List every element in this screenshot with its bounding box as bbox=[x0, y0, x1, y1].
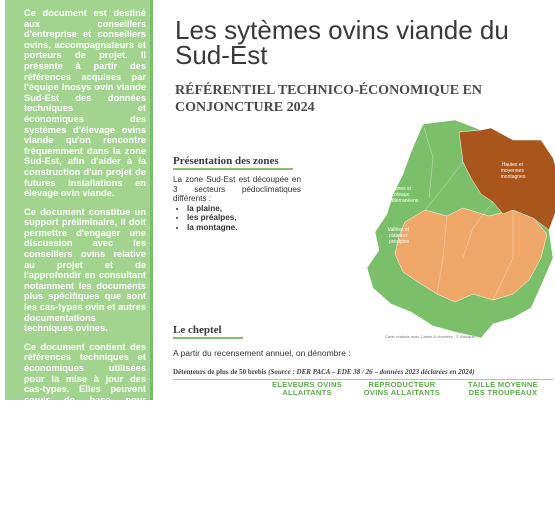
column-head-line: REPRODUCTEUR bbox=[368, 380, 436, 389]
zones-list bbox=[173, 204, 301, 233]
main-content bbox=[153, 0, 555, 400]
cheptel-source-prefix: Détenteurs de plus de 50 brebis bbox=[173, 368, 267, 376]
cheptel-intro: A partir du recensement annuel, on dénombre : bbox=[173, 348, 351, 358]
zones-map bbox=[363, 118, 555, 343]
page-subtitle: RÉFÉRENTIEL TECHNICO-ÉCONOMIQUE EN CONJONCTURE 2024 bbox=[175, 83, 483, 115]
sidebar-paragraph: Ce document est destiné aux conseillers d'entreprise et conseillers ovins, accompagnateurs et porteurs de projet. Il présente à partir des références acquises par l'équipe Inosys ovin viande Sud-Est des données techniques et économiques des systèmes d'élevage ovins viande qu'on rencontre fréquemment dans la zone Sud-Est, afin d'aider à la construction d'un projet de futures installations en élevage ovin viande. bbox=[24, 8, 146, 199]
column-head-line: ALLAITANTS bbox=[282, 388, 332, 397]
sidebar bbox=[0, 0, 150, 498]
zones-list-item: • la plaine, bbox=[187, 204, 301, 214]
zones-heading: Présentation des zones bbox=[173, 155, 279, 167]
cheptel-heading: Le cheptel bbox=[173, 324, 222, 336]
map-label-plains: Plaines et coteaux méditerranéens bbox=[383, 186, 419, 204]
zones-list-item: • la montagne. bbox=[187, 223, 301, 233]
column-head-taille bbox=[453, 381, 553, 397]
column-head-line: TAILLE MOYENNE bbox=[468, 380, 538, 389]
sidebar-paragraph: Ces références proviennent bbox=[24, 476, 146, 498]
cheptel-source-detail: (Source : DER PACA – EDE 38 / 26 – données 2023 déclarées en 2024) bbox=[268, 368, 475, 376]
column-head-eleveurs bbox=[271, 381, 343, 397]
cheptel-heading-underline bbox=[173, 337, 243, 339]
column-head-reproducteur bbox=[357, 381, 447, 397]
page-title: Les sytèmes ovins viande du Sud-Est bbox=[175, 15, 509, 70]
map-caption: Carte réalisée avec Cartes & données - © Articque bbox=[385, 334, 475, 339]
column-head-line: ELEVEURS OVINS bbox=[271, 380, 343, 389]
column-head-line: DES TROUPEAUX bbox=[468, 388, 538, 397]
sidebar-paragraph: Ce document constitue un support préliminaire, il doit permettre d'engager une discussion avec les conseillers ovins relative au projet et de l'approfondir en consultant notamment les documents plus spécifiques que sont les cas-types ovin et autres documentations techniques ovines. bbox=[24, 206, 146, 334]
map-label-mountains: Hautes et moyennes montagnes bbox=[500, 162, 526, 180]
column-head-line: OVINS ALLAITANTS bbox=[363, 388, 441, 397]
zones-intro: La zone Sud-Est est découpée en 3 secteurs pédoclimatiques différents : bbox=[173, 175, 301, 204]
sidebar-text bbox=[24, 8, 146, 506]
sidebar-paragraph: Ce document contient des références techniques et économiques utilisées pour la mise à jour des cas-types. Elles peuvent servir de base pour l'analyse de résultats observés comme pour l'étude de projets (installation, création d'atelier, modification de système, etc.). bbox=[24, 341, 146, 469]
zones-list-item: • les préalpes, bbox=[187, 213, 301, 223]
cheptel-source bbox=[173, 368, 475, 376]
map-label-prealps: Vallées et plateaux préalpins bbox=[387, 227, 410, 245]
zones-heading-underline bbox=[173, 168, 293, 170]
zones-text bbox=[173, 175, 301, 233]
